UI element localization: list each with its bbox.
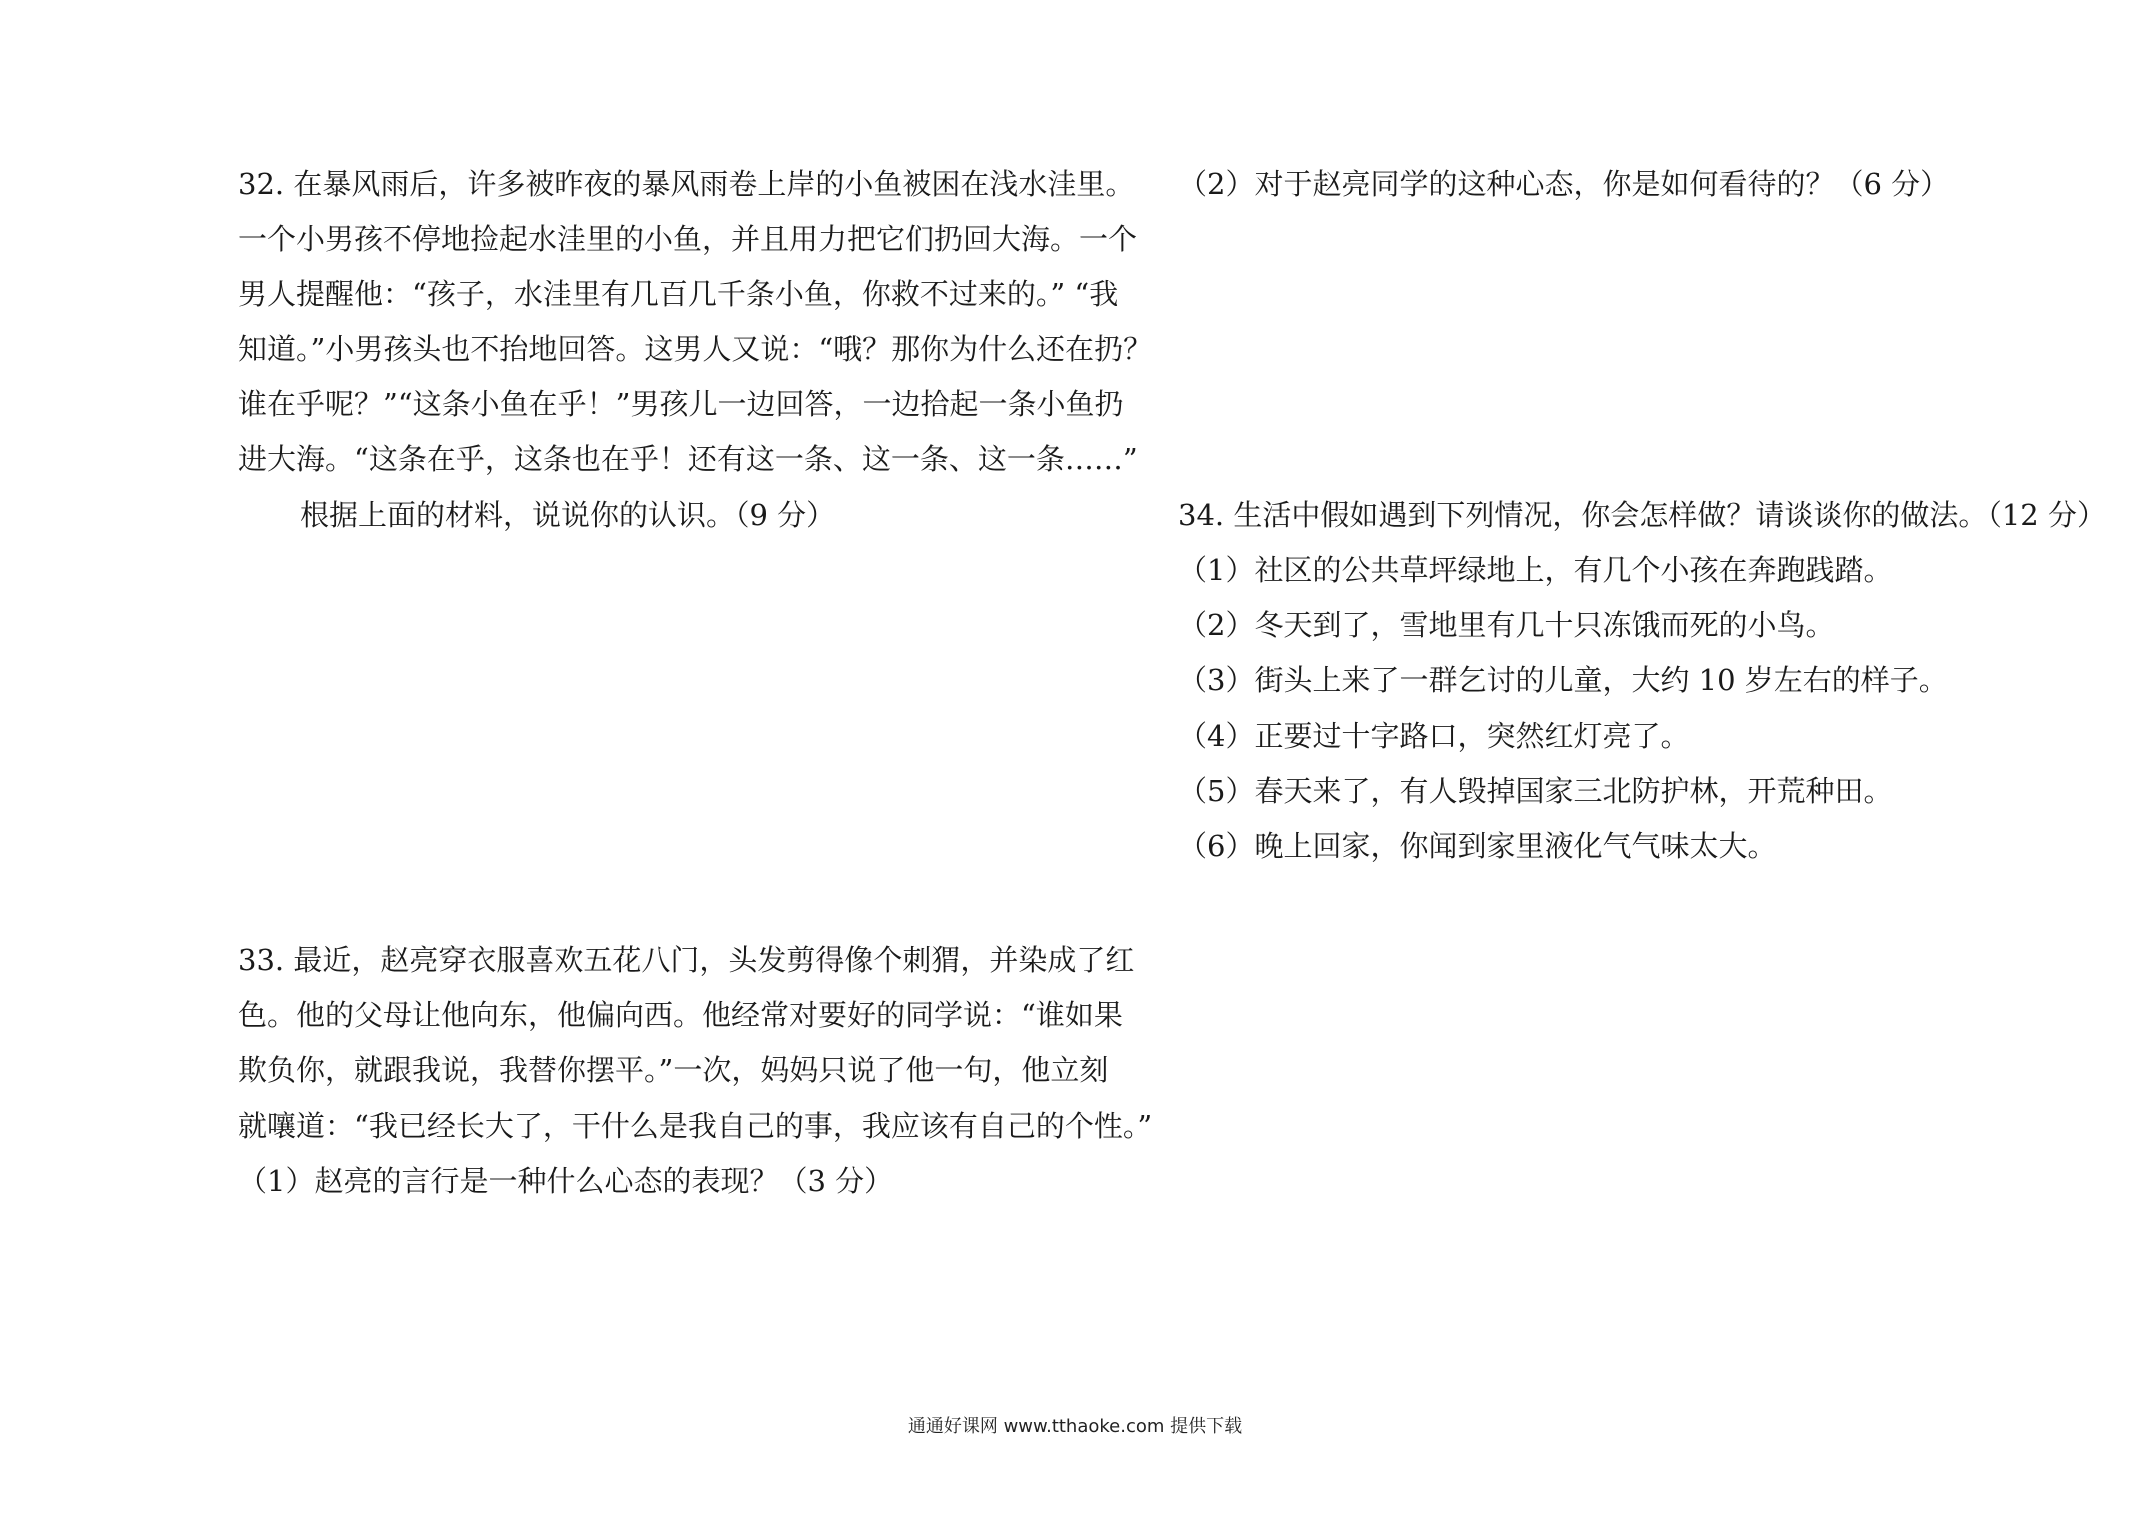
q33-line: 欺负你，就跟我说，我替你摆平。”一次，妈妈只说了他一句，他立刻 bbox=[238, 1053, 1109, 1087]
q34-item: （1）社区的公共草坪绿地上，有几个小孩在奔跑践踏。 bbox=[1178, 553, 1893, 587]
q34-item: （3）街头上来了一群乞讨的儿童，大约 10 岁左右的样子。 bbox=[1178, 663, 1948, 697]
q33-line: 33. 最近，赵亮穿衣服喜欢五花八门，头发剪得像个刺猬，并染成了红 bbox=[238, 943, 1135, 977]
q33-line: 色。他的父母让他向东，他偏向西。他经常对要好的同学说：“谁如果 bbox=[238, 998, 1123, 1032]
page-footer: 通通好课网 www.tthaoke.com 提供下载 bbox=[907, 1416, 1243, 1437]
q32-line: 男人提醒他：“孩子，水洼里有几百几千条小鱼，你救不过来的。” “我 bbox=[238, 277, 1119, 311]
q32-line: 进大海。“这条在乎，这条也在乎！还有这一条、这一条、这一条……” bbox=[238, 442, 1138, 476]
q32-line: 32. 在暴风雨后，许多被昨夜的暴风雨卷上岸的小鱼被困在浅水洼里。 bbox=[238, 167, 1135, 201]
q34-item: （4）正要过十字路口，突然红灯亮了。 bbox=[1178, 719, 1690, 753]
q34-item: （6）晚上回家，你闻到家里液化气气味太大。 bbox=[1178, 829, 1777, 863]
q34-item: （5）春天来了，有人毁掉国家三北防护林，开荒种田。 bbox=[1178, 774, 1893, 808]
q32-line: 谁在乎呢？”“这条小鱼在乎！”男孩儿一边回答，一边拾起一条小鱼扔 bbox=[238, 387, 1124, 421]
q33-subquestion-1: （1）赵亮的言行是一种什么心态的表现？（3 分） bbox=[238, 1164, 894, 1198]
q32-line: 知道。”小男孩头也不抬地回答。这男人又说：“哦？那你为什么还在扔？ bbox=[238, 332, 1153, 366]
q34-item: （2）冬天到了，雪地里有几十只冻饿而死的小鸟。 bbox=[1178, 608, 1835, 642]
q34-title: 34. 生活中假如遇到下列情况，你会怎样做？请谈谈你的做法。（12 分） bbox=[1178, 498, 2106, 532]
q33-subquestion-2: （2）对于赵亮同学的这种心态，你是如何看待的？（6 分） bbox=[1178, 167, 1950, 201]
q32-prompt: 根据上面的材料，说说你的认识。（9 分） bbox=[300, 498, 836, 532]
q32-line: 一个小男孩不停地捡起水洼里的小鱼，并且用力把它们扔回大海。一个 bbox=[238, 222, 1138, 256]
q33-line: 就嚷道：“我已经长大了，干什么是我自己的事，我应该有自己的个性。” bbox=[238, 1109, 1153, 1143]
